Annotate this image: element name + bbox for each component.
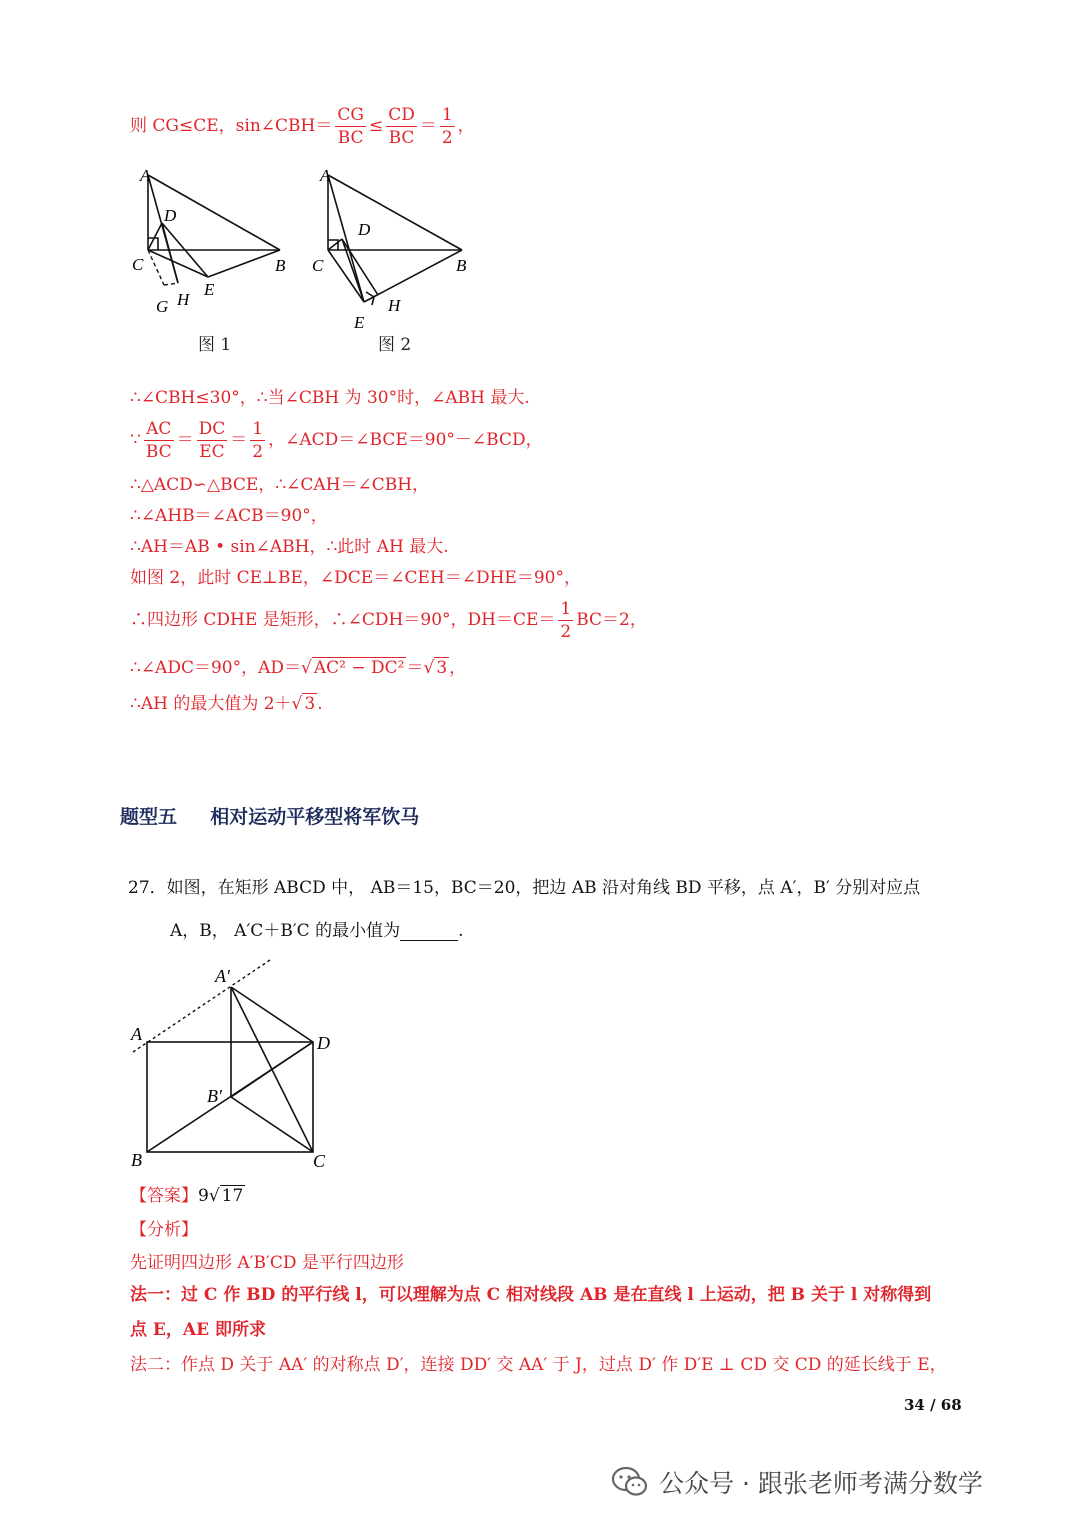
- fig1-label-a: A: [140, 166, 151, 185]
- answer-blank: [400, 922, 458, 941]
- question-line-1: 27．如图，在矩形 ABCD 中， AB＝15，BC＝20，把边 AB 沿对角线 BD 平移，点 A′，B′ 分别对应点: [128, 878, 921, 898]
- fig3-label-a-prime: A′: [215, 966, 230, 986]
- fig1-label-h: H: [177, 290, 190, 309]
- wechat-footer: [610, 1464, 983, 1500]
- section-label: 题型五: [120, 806, 178, 828]
- footer-text: 公众号 · 跟张老师考满分数学: [659, 1469, 983, 1498]
- analysis-tag: 【分析】: [130, 1220, 198, 1240]
- figure-2: [300, 165, 500, 335]
- solution-line-1: 则 CG≤CE，sin∠CBH＝ $\frac{CG}{BC}$ ≤ $\frac{CD}{BC}$ ＝ $\frac{1}{2}$ ，: [130, 105, 475, 148]
- fig1-label-c: C: [132, 255, 144, 274]
- fig2-label-a: A: [320, 166, 331, 185]
- fig3-label-b-prime: B′: [207, 1086, 222, 1106]
- radical-3b: 3: [304, 694, 316, 714]
- radical-ac-dc: AC² − DC²: [313, 658, 405, 678]
- wechat-icon: [610, 1465, 650, 1499]
- answer-line: 【答案】9√ 17: [130, 1186, 244, 1206]
- answer-tag: 【答案】: [130, 1186, 198, 1206]
- fig1-label-e: E: [204, 280, 215, 299]
- step-5: ∴AH＝AB • sin∠ABH，∴此时 AH 最大.: [130, 537, 449, 557]
- fig3-label-a: A: [131, 1024, 142, 1044]
- step-2: ∵ $\frac{AC}{BC}$ ＝ $\frac{DC}{EC}$ ＝ $\frac{1}{2}$ ，∠ACD＝∠BCE＝90°－∠BCD，: [130, 419, 543, 462]
- fig1-label-g: G: [156, 297, 169, 316]
- fraction-dc-ec: $\frac{DC}{EC}$: [198, 419, 226, 462]
- fraction-ac-bc: $\frac{AC}{BC}$: [145, 419, 172, 462]
- fig2-label-c: C: [312, 256, 324, 275]
- fraction-cg-bc: $\frac{CG}{BC}$: [337, 105, 364, 148]
- fig2-label-b: B: [456, 256, 467, 275]
- figure-1-caption: 图 1: [198, 335, 232, 355]
- figure-2-caption: 图 2: [378, 335, 412, 355]
- question-line-2: A，B， A′C＋B′C 的最小值为 .: [170, 921, 464, 941]
- figure-1: [120, 165, 320, 325]
- fig2-label-d: D: [358, 220, 371, 239]
- fig1-label-b: B: [275, 256, 286, 275]
- fraction-half-3: $\frac{1}{2}$: [560, 599, 572, 642]
- step-4: ∴∠AHB＝∠ACB＝90°，: [130, 506, 328, 526]
- step-1: ∴∠CBH≤30°，∴当∠CBH 为 30°时，∠ABH 最大.: [130, 388, 530, 408]
- section-title: 相对运动平移型将军饮马: [210, 806, 420, 828]
- page-number: 34 / 68: [904, 1396, 962, 1414]
- step-6: 如图 2，此时 CE⊥BE，∠DCE＝∠CEH＝∠DHE＝90°，: [130, 568, 581, 588]
- answer-radical: 17: [221, 1186, 244, 1206]
- fig2-label-h: H: [388, 296, 401, 315]
- section-heading: [120, 802, 419, 829]
- analysis-line-1: 先证明四边形 A′B′CD 是平行四边形: [130, 1253, 404, 1273]
- fig3-label-d: D: [317, 1033, 330, 1053]
- fraction-cd-bc: $\frac{CD}{BC}$: [388, 105, 415, 148]
- fraction-half: $\frac{1}{2}$: [441, 105, 453, 148]
- analysis-line-2: 法一：过 C 作 BD 的平行线 l，可以理解为点 C 相对线段 AB 是在直线 l 上运动，把 B 关于 l 对称得到: [130, 1285, 932, 1305]
- fig3-label-c: C: [313, 1151, 326, 1171]
- line1-text: 则 CG≤CE，sin∠CBH＝: [130, 116, 333, 136]
- fig3-label-b: B: [131, 1150, 142, 1170]
- radical-3: 3: [436, 658, 448, 678]
- step-3: ∴△ACD∽△BCE，∴∠CAH＝∠CBH，: [130, 475, 430, 495]
- fraction-half-2: $\frac{1}{2}$: [252, 419, 264, 462]
- fig1-label-d: D: [164, 206, 177, 225]
- analysis-line-4: 法二：作点 D 关于 AA′ 的对称点 D′，连接 DD′ 交 AA′ 于 J，过点 D′ 作 D′E ⊥ CD 交 CD 的延长线于 E，: [130, 1355, 947, 1375]
- step-7: ∴四边形 CDHE 是矩形，∴∠CDH＝90°，DH＝CE＝ $\frac{1}{2}$ BC＝2，: [130, 599, 647, 642]
- figure-3: [125, 955, 355, 1180]
- fig2-label-e: E: [354, 313, 365, 332]
- analysis-line-3: 点 E，AE 即所求: [130, 1320, 266, 1340]
- step-9: ∴AH 的最大值为 2＋√ 3 .: [130, 694, 323, 714]
- step-8: ∴∠ADC＝90°，AD＝√ AC² − DC² ＝√ 3 ，: [130, 658, 467, 678]
